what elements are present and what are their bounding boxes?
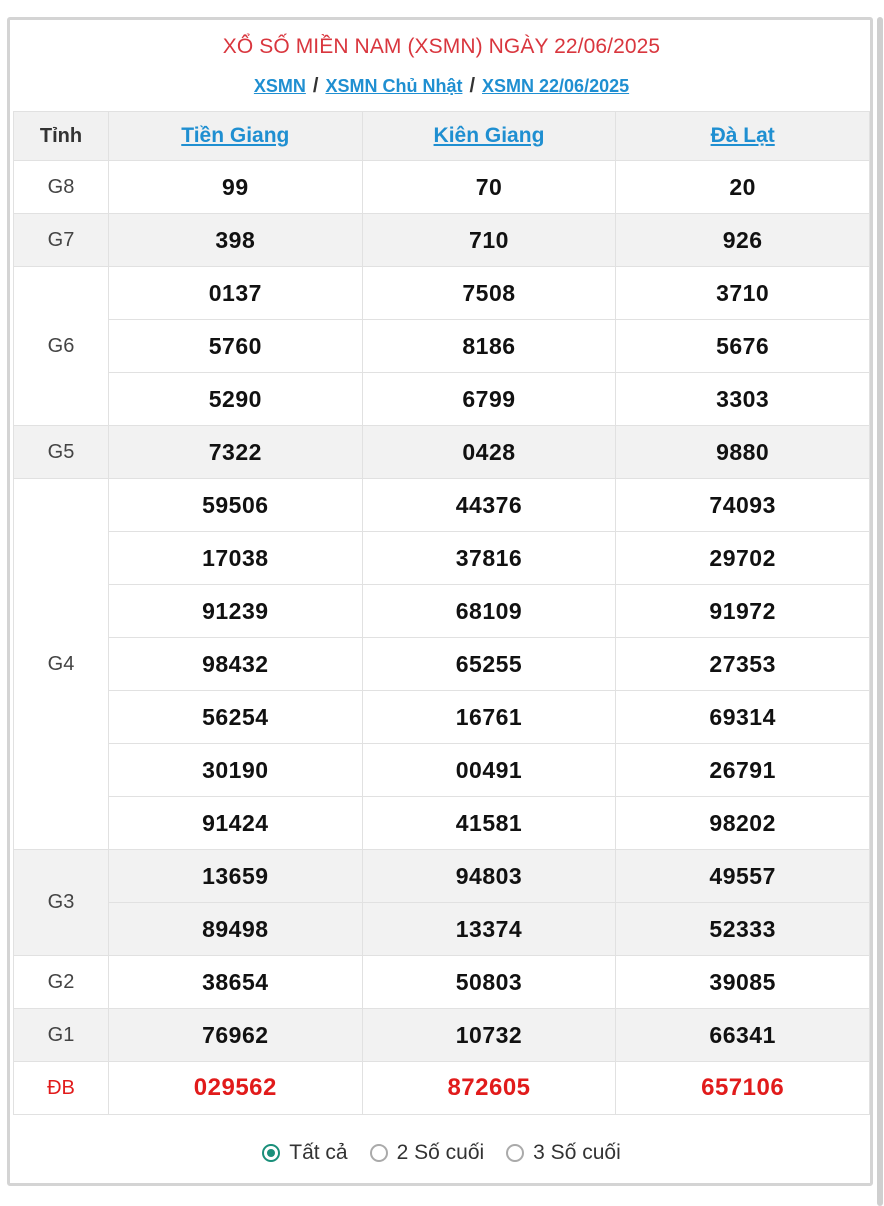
prize-number: 0137 bbox=[109, 267, 363, 320]
province-link[interactable]: Tiền Giang bbox=[181, 124, 290, 147]
prize-label: G1 bbox=[14, 1009, 109, 1062]
prize-number: 10732 bbox=[362, 1009, 616, 1062]
special-prize-number: 872605 bbox=[362, 1062, 616, 1115]
prize-number: 41581 bbox=[362, 797, 616, 850]
prize-number: 710 bbox=[362, 214, 616, 267]
breadcrumb-separator: / bbox=[312, 75, 319, 97]
prize-row-g5 bbox=[14, 426, 870, 479]
page-scrollbar[interactable] bbox=[877, 17, 883, 1206]
prize-number: 30190 bbox=[109, 744, 363, 797]
prize-number: 98202 bbox=[616, 797, 870, 850]
special-prize-number: 029562 bbox=[109, 1062, 363, 1115]
filter-option-label: 3 Số cuối bbox=[533, 1141, 621, 1164]
breadcrumb-link-xsmn[interactable]: XSMN bbox=[253, 76, 306, 96]
prize-number: 26791 bbox=[616, 744, 870, 797]
prize-label: G7 bbox=[14, 214, 109, 267]
result-header bbox=[13, 20, 870, 112]
prize-number: 74093 bbox=[616, 479, 870, 532]
province-link[interactable]: Kiên Giang bbox=[433, 124, 545, 147]
prize-number: 99 bbox=[109, 161, 363, 214]
prize-number: 27353 bbox=[616, 638, 870, 691]
special-prize-number: 657106 bbox=[616, 1062, 870, 1115]
prize-row-special bbox=[14, 1062, 870, 1115]
province-header bbox=[616, 112, 870, 161]
prize-row-g6 bbox=[14, 373, 870, 426]
column-header-province: Tỉnh bbox=[14, 112, 109, 161]
prize-label: G6 bbox=[14, 267, 109, 426]
breadcrumb-separator: / bbox=[469, 75, 476, 97]
prize-number: 0428 bbox=[362, 426, 616, 479]
province-header bbox=[362, 112, 616, 161]
prize-number: 94803 bbox=[362, 850, 616, 903]
prize-label: G8 bbox=[14, 161, 109, 214]
prize-row-g3 bbox=[14, 903, 870, 956]
prize-number: 89498 bbox=[109, 903, 363, 956]
prize-number: 91424 bbox=[109, 797, 363, 850]
prize-number: 39085 bbox=[616, 956, 870, 1009]
prize-number: 16761 bbox=[362, 691, 616, 744]
breadcrumb-link-weekday[interactable]: XSMN Chủ Nhật bbox=[325, 76, 463, 96]
prize-label: ĐB bbox=[14, 1062, 109, 1115]
prize-row-g7 bbox=[14, 214, 870, 267]
results-table bbox=[13, 111, 870, 1115]
prize-number: 37816 bbox=[362, 532, 616, 585]
prize-number: 5760 bbox=[109, 320, 363, 373]
prize-label: G3 bbox=[14, 850, 109, 956]
prize-number: 38654 bbox=[109, 956, 363, 1009]
prize-number: 66341 bbox=[616, 1009, 870, 1062]
prize-number: 13374 bbox=[362, 903, 616, 956]
prize-number: 7322 bbox=[109, 426, 363, 479]
prize-number: 44376 bbox=[362, 479, 616, 532]
prize-number: 49557 bbox=[616, 850, 870, 903]
prize-row-g4 bbox=[14, 479, 870, 532]
breadcrumb-link-date[interactable]: XSMN 22/06/2025 bbox=[482, 76, 630, 96]
prize-number: 56254 bbox=[109, 691, 363, 744]
filter-option-label: Tất cả bbox=[289, 1141, 348, 1164]
radio-icon[interactable] bbox=[370, 1144, 388, 1162]
table-header-row bbox=[14, 112, 870, 161]
prize-number: 50803 bbox=[362, 956, 616, 1009]
prize-number: 13659 bbox=[109, 850, 363, 903]
prize-number: 7508 bbox=[362, 267, 616, 320]
prize-number: 91239 bbox=[109, 585, 363, 638]
prize-label: G5 bbox=[14, 426, 109, 479]
filter-option-last-3[interactable] bbox=[506, 1141, 621, 1165]
province-header bbox=[109, 112, 363, 161]
prize-number: 5676 bbox=[616, 320, 870, 373]
page-title: XỔ SỐ MIỀN NAM (XSMN) NGÀY 22/06/2025 bbox=[222, 35, 661, 58]
prize-number: 6799 bbox=[362, 373, 616, 426]
prize-number: 65255 bbox=[362, 638, 616, 691]
prize-number: 68109 bbox=[362, 585, 616, 638]
prize-number: 398 bbox=[109, 214, 363, 267]
filter-option-last-2[interactable] bbox=[370, 1141, 485, 1165]
province-link[interactable]: Đà Lạt bbox=[710, 124, 775, 147]
prize-label: G2 bbox=[14, 956, 109, 1009]
prize-number: 98432 bbox=[109, 638, 363, 691]
prize-number: 70 bbox=[362, 161, 616, 214]
prize-number: 5290 bbox=[109, 373, 363, 426]
prize-row-g4 bbox=[14, 532, 870, 585]
prize-number: 3303 bbox=[616, 373, 870, 426]
prize-number: 20 bbox=[616, 161, 870, 214]
prize-number: 76962 bbox=[109, 1009, 363, 1062]
prize-number: 52333 bbox=[616, 903, 870, 956]
digit-filter bbox=[13, 1124, 870, 1182]
filter-option-all[interactable] bbox=[262, 1141, 347, 1165]
prize-row-g4 bbox=[14, 797, 870, 850]
prize-number: 926 bbox=[616, 214, 870, 267]
prize-row-g4 bbox=[14, 638, 870, 691]
prize-number: 17038 bbox=[109, 532, 363, 585]
prize-row-g6 bbox=[14, 267, 870, 320]
result-card bbox=[7, 17, 873, 1186]
prize-number: 69314 bbox=[616, 691, 870, 744]
radio-selected-icon[interactable] bbox=[262, 1144, 280, 1162]
breadcrumb bbox=[13, 75, 870, 98]
prize-row-g8 bbox=[14, 161, 870, 214]
prize-row-g4 bbox=[14, 744, 870, 797]
radio-icon[interactable] bbox=[506, 1144, 524, 1162]
prize-row-g4 bbox=[14, 585, 870, 638]
prize-row-g6 bbox=[14, 320, 870, 373]
prize-number: 3710 bbox=[616, 267, 870, 320]
prize-row-g3 bbox=[14, 850, 870, 903]
prize-number: 91972 bbox=[616, 585, 870, 638]
prize-row-g2 bbox=[14, 956, 870, 1009]
prize-label: G4 bbox=[14, 479, 109, 850]
prize-number: 00491 bbox=[362, 744, 616, 797]
prize-number: 9880 bbox=[616, 426, 870, 479]
filter-option-label: 2 Số cuối bbox=[396, 1141, 485, 1164]
prize-number: 29702 bbox=[616, 532, 870, 585]
prize-row-g4 bbox=[14, 691, 870, 744]
prize-number: 59506 bbox=[109, 479, 363, 532]
prize-row-g1 bbox=[14, 1009, 870, 1062]
prize-number: 8186 bbox=[362, 320, 616, 373]
